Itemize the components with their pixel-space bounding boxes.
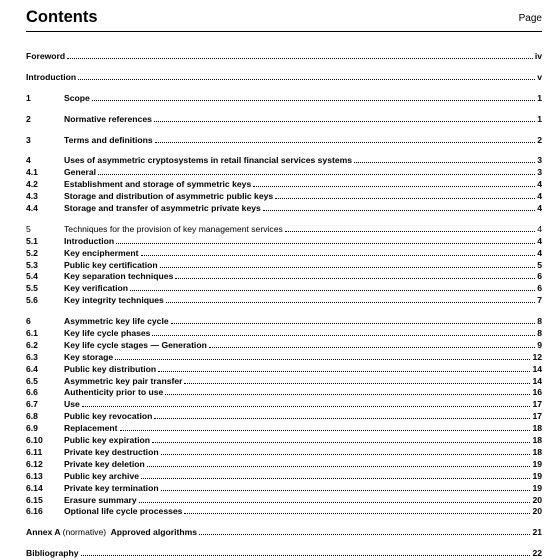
toc-entry[interactable]: 4 Uses of asymmetric cryptosystems in retail financial services systems 3 (26, 155, 542, 166)
toc-entry[interactable]: 6.4 Public key distribution 14 (26, 363, 542, 374)
toc-entry[interactable]: 5.4 Key separation techniques 6 (26, 271, 542, 282)
toc-entry[interactable]: 6.11 Private key destruction 18 (26, 446, 542, 457)
toc-entry[interactable]: 6.13 Public key archive 19 (26, 470, 542, 481)
toc-entry[interactable]: 6 Asymmetric key life cycle 8 (26, 316, 542, 327)
toc-entry[interactable]: 6.9 Replacement 18 (26, 423, 542, 434)
toc-entry[interactable]: 6.12 Private key deletion 19 (26, 458, 542, 469)
toc-entry[interactable]: 6.6 Authenticity prior to use 16 (26, 387, 542, 398)
toc-entry[interactable]: 3 Terms and definitions 2 (26, 134, 542, 145)
toc-entry[interactable]: 6.1 Key life cycle phases 8 (26, 328, 542, 339)
toc-entry[interactable]: 5.5 Key verification 6 (26, 283, 542, 294)
toc-entry[interactable]: 5.2 Key encipherment 4 (26, 247, 542, 258)
header-divider (26, 31, 542, 32)
toc-entry[interactable]: 2 Normative references 1 (26, 113, 542, 124)
toc-entry[interactable]: 4.2 Establishment and storage of symmetric keys 4 (26, 179, 542, 190)
toc-entry[interactable]: 5 Techniques for the provision of key management services 4 (26, 223, 542, 234)
toc-entry[interactable]: 6.2 Key life cycle stages — Generation 9 (26, 339, 542, 350)
toc-entry[interactable]: 6.16 Optional life cycle processes 20 (26, 506, 542, 517)
toc-entry[interactable]: 6.8 Public key revocation 17 (26, 411, 542, 422)
page-title: Contents (26, 8, 98, 26)
table-of-contents (26, 51, 542, 560)
toc-entry-annex[interactable]: Annex A (normative) Approved algorithms 21 (26, 527, 542, 538)
toc-entry[interactable]: 6.10 Public key expiration 18 (26, 435, 542, 446)
toc-entry[interactable]: 6.5 Asymmetric key pair transfer 14 (26, 375, 542, 386)
toc-entry[interactable]: 5.6 Key integrity techniques 7 (26, 295, 542, 306)
toc-entry[interactable]: 4.4 Storage and transfer of asymmetric private keys 4 (26, 203, 542, 214)
toc-entry[interactable]: 5.1 Introduction 4 (26, 235, 542, 246)
toc-entry[interactable]: 1 Scope 1 (26, 92, 542, 103)
toc-entry[interactable]: 5.3 Public key certification 5 (26, 259, 542, 270)
toc-entry[interactable]: 6.15 Erasure summary 20 (26, 494, 542, 505)
toc-entry[interactable]: 6.3 Key storage 12 (26, 351, 542, 362)
toc-entry[interactable]: 6.14 Private key termination 19 (26, 482, 542, 493)
toc-entry[interactable]: Foreword iv (26, 51, 542, 61)
toc-entry[interactable]: 4.3 Storage and distribution of asymmetric public keys 4 (26, 191, 542, 202)
page-column-label: Page (518, 13, 542, 24)
toc-entry[interactable]: 6.7 Use 17 (26, 399, 542, 410)
toc-entry[interactable]: Introduction v (26, 71, 542, 82)
toc-entry[interactable]: Bibliography 22 (26, 548, 542, 559)
toc-entry[interactable]: 4.1 General 3 (26, 167, 542, 178)
